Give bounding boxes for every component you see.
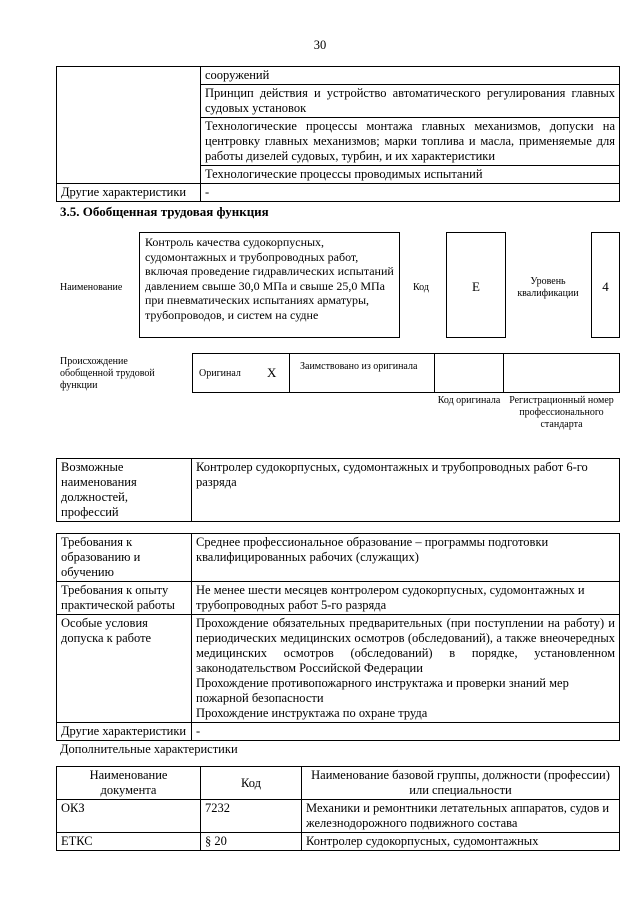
original-mark: X xyxy=(267,365,277,380)
experience-value: Не менее шести месяцев контролером судокорпусных, судомонтажных и трубопроводных работ 5-го разряда xyxy=(192,582,620,615)
education-label: Требования к образованию и обучению xyxy=(57,534,192,582)
empty-label-cell xyxy=(57,67,201,184)
conditions-label: Особые условия допуска к работе xyxy=(57,615,192,723)
code-caption: Код оригинала xyxy=(437,395,501,406)
origin-label: Происхождение обобщенной трудовой функции xyxy=(60,356,155,391)
borrowed-label: Заимствовано из оригинала xyxy=(289,353,435,393)
additional-table xyxy=(56,766,620,851)
positions-value: Контролер судокорпусных, судомонтажных и трубопроводных работ 6-го разряда xyxy=(192,459,620,522)
level-value: 4 xyxy=(591,232,620,338)
level-label: Уровень квалификации xyxy=(517,276,579,299)
code-label: Код xyxy=(413,282,429,293)
knowledge-row: Принцип действия и устройство автоматического регулирования главных судовых установок xyxy=(201,85,620,118)
page-number: 30 xyxy=(313,38,327,52)
other-req-value: - xyxy=(192,723,620,741)
function-name: Контроль качества судокорпусных, судомонтажных и трубопроводных работ, включая проведение гидравлических испытаний давлением свыше 30,0 МПа и свыше 25,0 МПа при пневматических испытаниях арматуры, трубопроводов, и систем на судне xyxy=(139,232,400,338)
code-value: E xyxy=(446,232,506,338)
other-label: Другие характеристики xyxy=(57,184,201,202)
header-name: Наименование базовой группы, должности (профессии) или специальности xyxy=(302,767,620,800)
requirements-table xyxy=(56,533,620,741)
header-doc: Наименование документа xyxy=(57,767,201,800)
other-req-label: Другие характеристики xyxy=(57,723,192,741)
code-original-cell xyxy=(434,353,504,393)
conditions-medical: Прохождение обязательных предварительных (при поступлении на работу) и периодических медицинских осмотров (обследований), а также внеочередных медицинских осмотров (обследований) в порядке, установленном законодательством Российской Федерации xyxy=(196,616,615,675)
row-doc: ЕТКС xyxy=(57,833,201,851)
reg-caption: Регистрационный номер профессионального стандарта xyxy=(509,395,614,430)
row-doc: ОКЗ xyxy=(57,800,201,833)
conditions-value xyxy=(192,615,620,723)
row-code: 7232 xyxy=(201,800,302,833)
other-value: - xyxy=(201,184,620,202)
original-cell xyxy=(192,353,290,393)
name-label: Наименование xyxy=(60,282,123,293)
education-value: Среднее профессиональное образование – программы подготовки квалифицированных рабочих (служащих) xyxy=(192,534,620,582)
top-table xyxy=(56,66,620,202)
conditions-fire: Прохождение противопожарного инструктажа и проверки знаний мер пожарной безопасности xyxy=(196,676,569,705)
knowledge-row: Технологические процессы проводимых испытаний xyxy=(201,166,620,184)
positions-table xyxy=(56,458,620,522)
experience-label: Требования к опыту практической работы xyxy=(57,582,192,615)
original-label: Оригинал xyxy=(199,368,241,379)
conditions-safety: Прохождение инструктажа по охране труда xyxy=(196,706,428,720)
knowledge-row: Технологические процессы монтажа главных механизмов, допуски на центровку главных механизмов; марки топлива и масла, применяемые для работы дизелей судовых, турбин, и их характеристики xyxy=(201,118,620,166)
knowledge-row: сооружений xyxy=(201,67,620,85)
section-heading: 3.5. Обобщенная трудовая функция xyxy=(60,204,269,219)
row-name: Контролер судокорпусных, судомонтажных xyxy=(302,833,620,851)
reg-number-cell xyxy=(503,353,620,393)
header-code: Код xyxy=(201,767,302,800)
row-name: Механики и ремонтники летательных аппаратов, судов и железнодорожного подвижного состава xyxy=(302,800,620,833)
positions-label: Возможные наименования должностей, профессий xyxy=(57,459,192,522)
row-code: § 20 xyxy=(201,833,302,851)
additional-heading: Дополнительные характеристики xyxy=(60,742,238,756)
